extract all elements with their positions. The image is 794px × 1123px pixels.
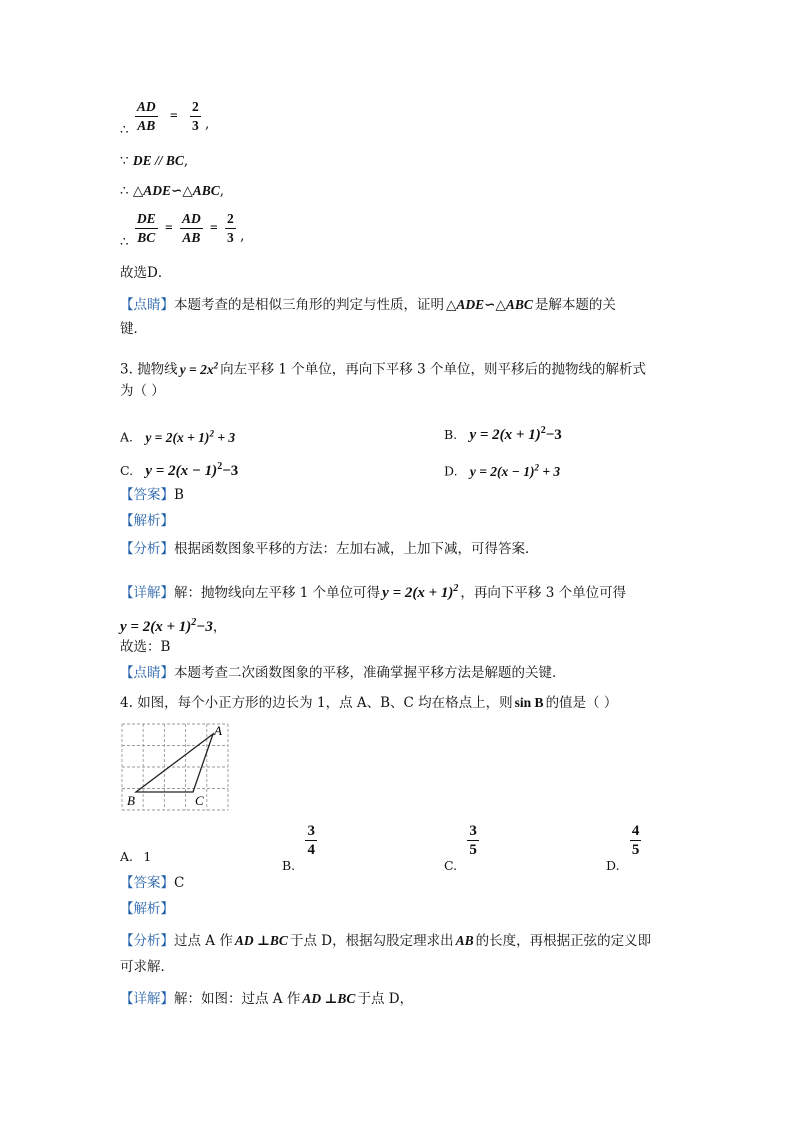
option-value: 1 [143, 849, 152, 864]
math-exponent: 2 [453, 583, 459, 594]
q4-stem [120, 694, 617, 712]
detail-tag: 【详解】 [120, 585, 174, 601]
expr-exponent: 2 [534, 462, 539, 472]
option-label: D. [444, 463, 458, 479]
frac-num: 2 [225, 210, 236, 229]
q3-pre: 抛物线 [137, 361, 178, 378]
parallel-statement: DE // BC [132, 153, 184, 168]
frac-den: 4 [307, 842, 315, 858]
step-therefore-proportion [120, 210, 245, 250]
comma: , [183, 153, 189, 169]
frac-num: AD [180, 210, 203, 229]
detail-math-1 [382, 585, 458, 601]
frac-num: AD [135, 98, 158, 117]
expr-body: y = 2(x − 1) [145, 463, 218, 479]
detail-text: 解：如图：过点 A 作 [174, 991, 301, 1007]
expr-exponent: 2 [209, 428, 214, 438]
fenxi-math-perp: AD ⊥BC [234, 933, 288, 948]
because-symbol: ∵ [120, 153, 129, 169]
label-c: C [195, 793, 204, 808]
frac-num: 4 [631, 823, 640, 839]
option-label: B. [444, 427, 458, 442]
fraction-ad-ab [135, 98, 158, 135]
func-exponent: 2 [213, 360, 219, 370]
option-expression [145, 430, 235, 445]
q3-comment [120, 664, 566, 682]
therefore-symbol: ∴ [120, 122, 129, 138]
question-number: 3. [120, 361, 133, 378]
expr-tail: −3 [545, 427, 562, 443]
option-label: B. [282, 858, 296, 873]
frac-den: 3 [227, 230, 234, 245]
option-a[interactable] [120, 424, 235, 447]
label-b: B [127, 793, 135, 808]
q3-detail [120, 580, 626, 602]
option-expression [145, 463, 238, 479]
q4-option-a[interactable] [120, 848, 151, 866]
q3-detail-line2 [120, 614, 226, 636]
expr-exponent: 2 [540, 425, 546, 436]
equals: = [210, 220, 218, 235]
therefore-symbol: ∴ [120, 183, 129, 199]
detail-tag: 【详解】 [120, 991, 174, 1007]
fraction-value [190, 98, 201, 135]
option-label: D. [606, 858, 620, 873]
comma: , [219, 183, 225, 199]
similar-statement: △ADE∽△ABC [132, 183, 220, 198]
q3-select: 故选：B [120, 639, 171, 655]
answer-value: C [174, 875, 185, 891]
q4-answer [120, 874, 184, 892]
parabola-function [180, 362, 218, 377]
fenxi-tag: 【分析】 [120, 541, 174, 557]
step-therefore-ratio [120, 98, 210, 138]
q4-fenxi [120, 932, 651, 950]
option-d[interactable] [444, 458, 560, 481]
q4-grid-figure [118, 720, 234, 814]
expr-body: y = 2(x + 1) [469, 427, 541, 443]
answer-value: B [174, 487, 184, 503]
fenxi-tag: 【分析】 [120, 933, 174, 949]
expr-tail: + 3 [542, 463, 561, 479]
equals: = [164, 220, 173, 235]
expr-tail: −3 [222, 463, 239, 479]
fenxi-text: 根据函数图象平移的方法：左加右减，上加下减，可得答案． [174, 541, 539, 557]
fenxi-text-2: 于点 D，根据勾股定理求出 [289, 933, 454, 949]
q4-fenxi-line2: 可求解． [120, 959, 174, 975]
frac-den: AB [182, 230, 201, 245]
therefore-symbol: ∴ [120, 234, 129, 250]
option-fraction [630, 822, 642, 859]
q3-analysis-tag: 【解析】 [120, 513, 174, 529]
fraction-ad-ab [180, 210, 203, 247]
frac-num: DE [135, 210, 158, 229]
option-fraction [467, 822, 479, 859]
question-number: 4. [120, 695, 133, 711]
frac-num: 2 [190, 98, 201, 117]
similar-math: △ADE∽△ABC [446, 297, 533, 312]
equals: = [169, 108, 178, 123]
frac-den: BC [137, 230, 156, 245]
math-tail: −3 [196, 619, 213, 635]
answer-tag: 【答案】 [120, 487, 174, 503]
q2-comment-line2: 键． [120, 321, 147, 337]
comma: , [205, 116, 210, 132]
expr-exponent: 2 [217, 461, 223, 472]
frac-num: 3 [469, 823, 477, 839]
q2-comment [120, 296, 616, 314]
expr-body: y = 2(x − 1) [469, 463, 535, 479]
q3-answer [120, 486, 184, 504]
q3-stem-line2: 为（ ） [120, 383, 165, 399]
option-expression [470, 464, 560, 479]
fenxi-math-ab: AB [455, 933, 474, 948]
step-because-parallel [120, 152, 188, 170]
frac-den: 5 [469, 842, 477, 858]
q4-option-c[interactable] [444, 822, 479, 873]
comma: , [240, 228, 245, 244]
fenxi-text-3: 的长度，再根据正弦的定义即 [475, 933, 652, 949]
frac-den: AB [137, 118, 156, 133]
detail-text-2: 于点 D， [357, 991, 414, 1007]
comment-tag: 【点睛】 [120, 665, 174, 681]
q4-text-2: 的值是（ ） [545, 695, 618, 711]
option-label: A. [120, 849, 134, 864]
option-label: C. [120, 463, 134, 478]
q4-option-b[interactable] [282, 822, 317, 873]
option-c[interactable] [120, 458, 238, 480]
comment-text: 本题考查的是相似三角形的判定与性质，证明 [174, 297, 444, 313]
comment-text-2: 是解本题的关 [534, 297, 616, 313]
fenxi-text: 过点 A 作 [174, 933, 233, 949]
comment-text: 本题考查二次函数图象的平移，准确掌握平移方法是解题的关键． [174, 665, 566, 681]
fraction-value [225, 210, 236, 247]
comment-tag: 【点睛】 [120, 297, 174, 313]
option-label: C. [444, 858, 458, 873]
detail-text-2: ，再向下平移 3 个单位可得 [460, 585, 627, 601]
frac-num: 3 [307, 823, 315, 839]
frac-den: 3 [191, 118, 199, 133]
q4-option-d[interactable] [606, 822, 641, 873]
detail-text: 解：抛物线向左平移 1 个单位可得 [174, 585, 381, 601]
detail-math-2 [120, 619, 213, 635]
q3-fenxi [120, 540, 539, 558]
math-body: y = 2(x + 1) [382, 585, 454, 601]
q4-analysis-tag: 【解析】 [120, 901, 174, 917]
math-body: y = 2(x + 1) [120, 619, 192, 635]
comma: ， [212, 619, 227, 635]
frac-den: 5 [631, 842, 640, 858]
math-exponent: 2 [191, 617, 197, 628]
triangle-abc [136, 734, 213, 792]
option-fraction [305, 822, 317, 859]
func-body: y = 2x [179, 361, 214, 377]
answer-tag: 【答案】 [120, 875, 174, 891]
select-d: 故选D． [120, 265, 172, 281]
option-expression [469, 427, 561, 443]
label-a: A [214, 723, 222, 738]
option-label: A. [120, 429, 134, 445]
q4-detail [120, 990, 413, 1008]
q3-stem [120, 356, 646, 379]
detail-math-perp: AD ⊥BC [302, 991, 356, 1006]
expr-tail: + 3 [217, 429, 236, 445]
q3-post: 向左平移 1 个单位，再向下平移 3 个单位，则平移后的抛物线的解析式 [220, 361, 646, 378]
expr-body: y = 2(x + 1) [145, 429, 210, 445]
step-therefore-similar [120, 182, 224, 200]
q4-text: 如图，每个小正方形的边长为 1，点 A、B、C 均在格点上，则 [137, 695, 513, 711]
sin-b: sin B [514, 695, 544, 710]
option-b[interactable] [444, 422, 562, 444]
fraction-de-bc [135, 210, 158, 247]
